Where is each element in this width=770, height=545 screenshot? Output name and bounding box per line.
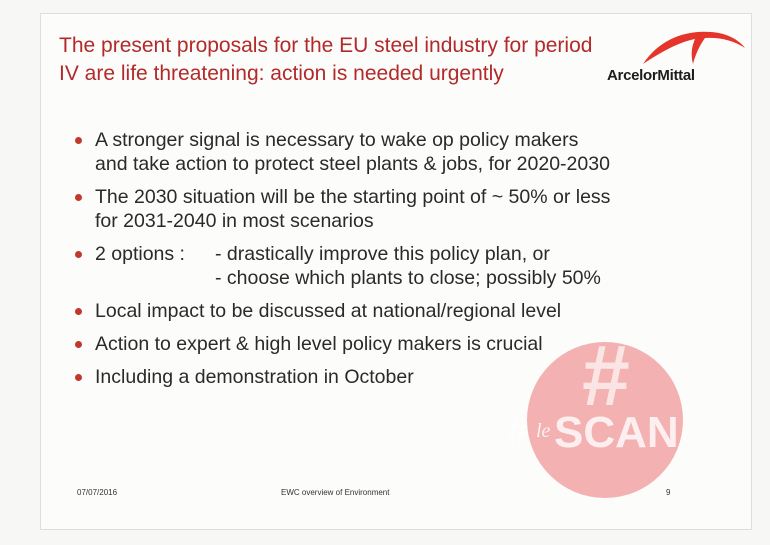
bullet-item: A stronger signal is necessary to wake op policy makers and take action to protect steel plants & jobs, for 2020-2030 — [73, 128, 733, 176]
bullet-dot-icon — [75, 251, 82, 258]
bullet-dot-icon — [75, 194, 82, 201]
slide-title — [59, 32, 619, 88]
lescan-watermark-icon — [500, 325, 700, 525]
stamp-scan: SCAN — [554, 408, 679, 457]
bullet-item: Local impact to be discussed at national/regional level — [73, 299, 733, 323]
title-line-2: IV are life threatening: action is needed urgently — [59, 62, 504, 85]
bullet-item-options: 2 options : - drastically improve this policy plan, or - choose which plants to close; possibly 50% — [73, 242, 733, 290]
stamp-le: le — [536, 420, 551, 442]
options-label: 2 options : — [95, 243, 185, 265]
bullet-dot-icon — [75, 341, 82, 348]
bullet-dot-icon — [75, 308, 82, 315]
bullet-item: Action to expert & high level policy makers is crucial — [73, 332, 733, 356]
footer-date: 07/07/2016 — [77, 488, 118, 497]
bullet-dot-icon — [75, 374, 82, 381]
title-line-1: The present proposals for the EU steel industry for period — [59, 34, 593, 57]
bullet-item: The 2030 situation will be the starting point of ~ 50% or less for 2031-2040 in most scenarios — [73, 185, 733, 233]
arcelormittal-swoosh-icon — [639, 26, 749, 66]
arcelormittal-logo — [599, 26, 749, 84]
stamp-hash-small: # — [508, 410, 529, 451]
bullet-item: Including a demonstration in October — [73, 365, 733, 389]
stamp-hash: # — [582, 328, 630, 424]
page-number: 9 — [666, 488, 671, 497]
footer-title: EWC overview of Environment — [281, 488, 390, 497]
logo-text: ArcelorMittal — [607, 67, 695, 84]
bullet-dot-icon — [75, 137, 82, 144]
